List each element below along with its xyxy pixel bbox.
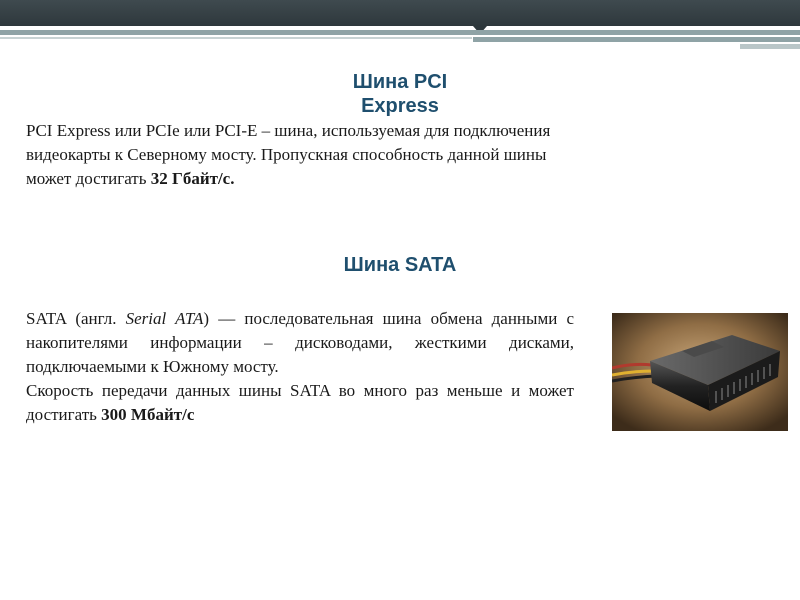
decor-stripe	[740, 44, 800, 49]
sata-speed-text: Скорость передачи данных шины SATA во много раз меньше и может достигать	[26, 381, 574, 424]
sata-heading: Шина SATA	[343, 254, 457, 276]
decor-stripe	[473, 37, 800, 42]
sata-speed	[26, 379, 574, 427]
sata-speed-value: 300 Мбайт/с	[101, 405, 195, 424]
sata-text-prefix: SATA (англ.	[26, 309, 126, 328]
pci-bandwidth-value: 32 Гбайт/с.	[150, 169, 235, 188]
sata-text-suffix: ) — последовательная шина обмена данными с накопителями информации – дисководами, жесткими дисками, подключаемыми к Южному мосту.	[26, 309, 574, 376]
pci-express-heading	[330, 70, 470, 118]
sata-paragraph	[26, 307, 574, 427]
sata-definition	[26, 307, 574, 379]
pci-body-text: PCI Express или PCIe или PCI-E – шина, используемая для подключения видеокарты к Северному мосту. Пропускная способность данной шины может достигать	[26, 121, 551, 188]
sata-english-name: Serial ATA	[125, 309, 204, 328]
pci-heading-line2: Express	[361, 95, 439, 117]
decor-stripe	[0, 37, 472, 39]
pci-heading-line1: Шина PCI	[352, 71, 448, 93]
sata-cable-photo	[612, 313, 788, 431]
pci-express-paragraph	[26, 119, 586, 191]
top-decorative-band	[0, 0, 800, 26]
decor-stripe	[0, 30, 800, 35]
